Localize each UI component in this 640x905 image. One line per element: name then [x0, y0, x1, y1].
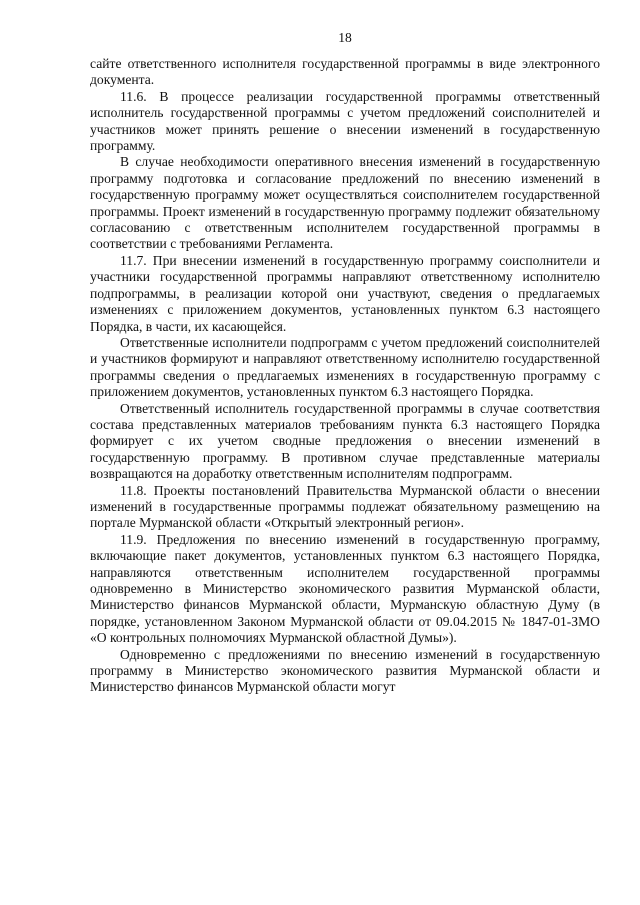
paragraph: 11.7. При внесении изменений в государственную программу соисполнители и участники государственной программы направляют ответственному исполнителю подпрограммы, в реализации которой они участвуют, сведения о предлагаемых изменениях с приложением документов, установленных пунктом 6.3 настоящего Порядка, в части, их касающейся.: [90, 252, 600, 334]
paragraph: сайте ответственного исполнителя государственной программы в виде электронного документа.: [90, 56, 600, 88]
document-body: [90, 56, 600, 696]
paragraph: 11.8. Проекты постановлений Правительства Мурманской области о внесении изменений в государственные программы подлежат обязательному размещению на портале Мурманской области «Открытый электронный регион».: [90, 482, 600, 531]
paragraph: В случае необходимости оперативного внесения изменений в государственную программу подготовка и согласование предложений по внесению изменений в государственную программу может осуществляться соисполнителем государственной программы. Проект изменений в государственную программу подлежит обязательному согласованию с ответственным исполнителем государственной программы в соответствии с требованиями Регламента.: [90, 154, 600, 252]
document-page: [90, 30, 600, 696]
paragraph: 11.9. Предложения по внесению изменений в государственную программу, включающие пакет документов, установленных пунктом 6.3 настоящего Порядка, направляются ответственным исполнителем государственной программы одновременно в Министерство экономического развития Мурманской области, Министерство финансов Мурманской области, Мурманскую областную Думу (в порядке, установленном Законом Мурманской области от 09.04.2015 № 1847-01-ЗМО «О контрольных полномочиях Мурманской областной Думы»).: [90, 531, 600, 646]
paragraph: Ответственный исполнитель государственной программы в случае соответствия состава представленных материалов требованиям пункта 6.3 настоящего Порядка формирует с их учетом сводные предложения о внесении изменений в государственную программу. В противном случае представленные материалы возвращаются на доработку ответственным исполнителям подпрограмм.: [90, 400, 600, 482]
paragraph: Одновременно с предложениями по внесению изменений в государственную программу в Министерство экономического развития Мурманской области и Министерство финансов Мурманской области могут: [90, 646, 600, 695]
paragraph: Ответственные исполнители подпрограмм с учетом предложений соисполнителей и участников формируют и направляют ответственному исполнителю государственной программы сведения о предлагаемых изменениях в государственную программу с приложением документов, установленных пунктом 6.3 настоящего Порядка.: [90, 334, 600, 400]
page-number: 18: [338, 30, 352, 45]
paragraph: 11.6. В процессе реализации государственной программы ответственный исполнитель государственной программы с учетом предложений соисполнителей и участников может принять решение о внесении изменений в государственную программу.: [90, 88, 600, 154]
